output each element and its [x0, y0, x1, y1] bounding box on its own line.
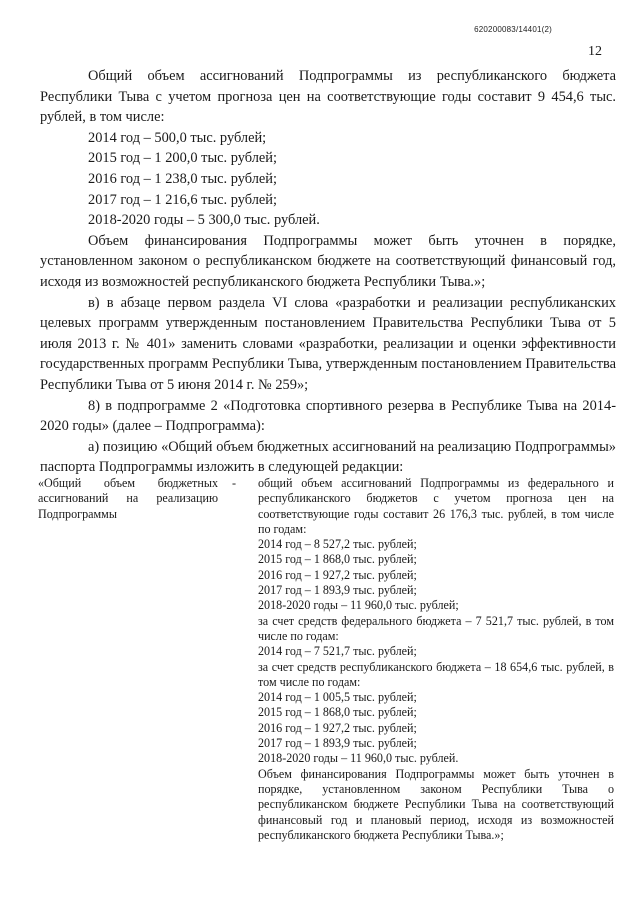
- passport-total: общий объем ассигнований Подпрограммы из федерального и республиканского бюджетов с учетом прогноза цен на соответствующие годы составит 26 176,3 тыс. рублей, в том числе по годам:: [258, 476, 614, 536]
- paragraph-item-a: а) позицию «Общий объем бюджетных ассигнований на реализацию Подпрограммы» паспорта Подпрограммы изложить в следующей редакции:: [40, 438, 616, 476]
- passport-year-line: 2014 год – 1 005,5 тыс. рублей;: [258, 690, 417, 705]
- year-line: 2017 год – 1 216,6 тыс. рублей;: [88, 191, 277, 208]
- passport-year-line: 2014 год – 8 527,2 тыс. рублей;: [258, 537, 417, 552]
- passport-year-line: 2017 год – 1 893,9 тыс. рублей;: [258, 736, 417, 751]
- paragraph-financing: Объем финансирования Подпрограммы может быть уточнен в порядке, установленном законом о республиканском бюджете на соответствующий финансовый год, исходя из возможностей республиканского бюджета Республики Тыва.»;: [40, 232, 616, 290]
- passport-year-line: 2015 год – 1 868,0 тыс. рублей;: [258, 552, 417, 567]
- document-id: 620200083/14401(2): [474, 25, 552, 34]
- passport-financing: Объем финансирования Подпрограммы может быть уточнен в порядке, установленном законом Республики Тыва о республиканском бюджете Республики Тыва на соответствующий финансовый год и плановый период, исходя из возможностей республиканского бюджета Республики Тыва.»;: [258, 766, 614, 842]
- passport-year-line: 2016 год – 1 927,2 тыс. рублей;: [258, 720, 417, 735]
- passport-republican: за счет средств республиканского бюджета – 18 654,6 тыс. рублей, в том числе по годам:: [258, 659, 614, 689]
- passport-label: «Общий объем бюджетных ассигнований на реализацию Подпрограммы: [38, 476, 218, 521]
- year-line: 2014 год – 500,0 тыс. рублей;: [88, 129, 267, 146]
- passport-year-line: 2016 год – 1 927,2 тыс. рублей;: [258, 567, 417, 582]
- year-line: 2016 год – 1 238,0 тыс. рублей;: [88, 170, 277, 187]
- passport-federal: за счет средств федерального бюджета – 7 521,7 тыс. рублей, в том числе по годам:: [258, 613, 614, 643]
- passport-year-line: 2015 год – 1 868,0 тыс. рублей;: [258, 705, 417, 720]
- paragraph-item-v: в) в абзаце первом раздела VI слова «разработки и реализации республиканских целевых программ утвержденным постановлением Правительства Республики Тыва от 5 июля 2013 г. № 401» заменить словами «разработки, реализации и оценки эффективности государственных программ Республики Тыва, утвержденным постановлением Правительства Республики Тыва от 5 июня 2014 г. № 259»;: [40, 294, 616, 393]
- year-line: 2015 год – 1 200,0 тыс. рублей;: [88, 150, 277, 167]
- passport-year-line: 2014 год – 7 521,7 тыс. рублей;: [258, 644, 417, 659]
- page-number: 12: [588, 44, 602, 59]
- year-line: 2018-2020 годы – 5 300,0 тыс. рублей.: [88, 212, 320, 229]
- passport-content: [258, 476, 614, 843]
- passport-year-line: 2017 год – 1 893,9 тыс. рублей;: [258, 583, 417, 598]
- passport-dash: -: [232, 476, 237, 490]
- passport-year-line: 2018-2020 годы – 11 960,0 тыс. рублей;: [258, 598, 459, 613]
- paragraph-total-allocation: Общий объем ассигнований Подпрограммы из республиканского бюджета Республики Тыва с учетом прогноза цен на соответствующие годы составит 9 454,6 тыс. рублей, в том числе:: [40, 68, 616, 126]
- paragraph-item-8: 8) в подпрограмме 2 «Подготовка спортивного резерва в Республике Тыва на 2014-2020 годы» (далее – Подпрограмма):: [40, 397, 616, 435]
- document-body: [40, 66, 616, 478]
- passport-year-line: 2018-2020 годы – 11 960,0 тыс. рублей.: [258, 751, 459, 766]
